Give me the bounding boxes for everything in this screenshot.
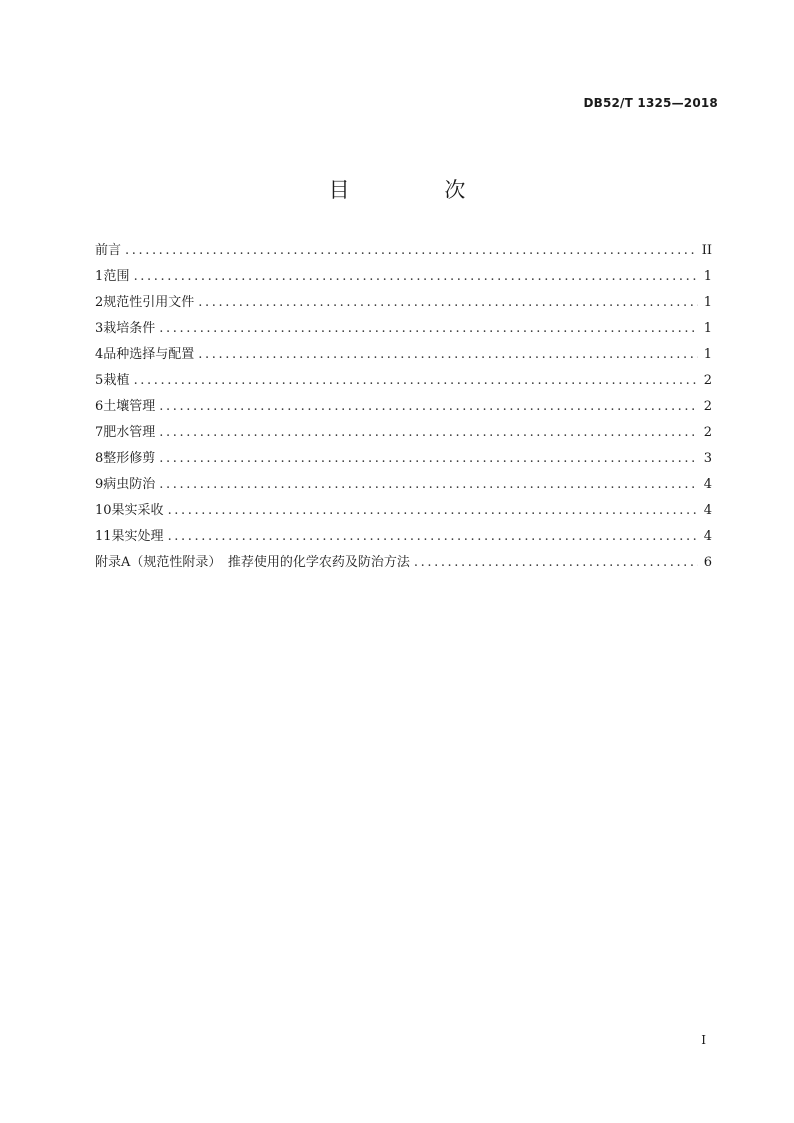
toc-leader-dots — [159, 316, 697, 342]
toc-entry-text: 果实处理 — [111, 529, 164, 544]
toc-entry-number: 5 — [95, 373, 104, 388]
toc-entry-fertilizer-water[interactable] — [95, 420, 712, 446]
toc-leader-dots — [159, 472, 697, 498]
toc-entry-soil-management[interactable] — [95, 394, 712, 420]
toc-entry-text: 规范性引用文件 — [103, 295, 195, 310]
toc-entry-page: 6 — [703, 555, 712, 570]
toc-entry-cultivation-conditions[interactable] — [95, 316, 712, 342]
toc-leader-dots — [134, 264, 698, 290]
toc-entry-text: 范围 — [103, 269, 130, 284]
toc-entry-text: 附录A（规范性附录） 推荐使用的化学农药及防治方法 — [95, 555, 410, 570]
toc-leader-dots — [168, 524, 698, 550]
toc-entry-page: 2 — [703, 399, 712, 414]
toc-entry-page: 3 — [703, 451, 712, 466]
toc-entry-text: 栽培条件 — [103, 321, 156, 336]
table-of-contents — [95, 238, 712, 576]
document-code: DB52/T 1325—2018 — [583, 96, 718, 110]
toc-leader-dots — [134, 368, 698, 394]
toc-entry-text: 前言 — [95, 243, 122, 258]
toc-leader-dots — [168, 498, 698, 524]
toc-entry-page: 1 — [703, 321, 712, 336]
toc-entry-page: 2 — [703, 425, 712, 440]
toc-entry-variety-selection[interactable] — [95, 342, 712, 368]
toc-entry-number: 9 — [95, 477, 104, 492]
toc-entry-pest-control[interactable] — [95, 472, 712, 498]
toc-entry-number: 1 — [95, 269, 104, 284]
toc-entry-text: 病虫防治 — [103, 477, 156, 492]
toc-entry-text: 整形修剪 — [103, 451, 156, 466]
page-number: I — [701, 1033, 706, 1047]
toc-entry-number: 7 — [95, 425, 104, 440]
toc-entry-page: 1 — [703, 295, 712, 310]
toc-entry-number: 3 — [95, 321, 104, 336]
toc-leader-dots — [159, 446, 697, 472]
toc-entry-number: 4 — [95, 347, 104, 362]
toc-entry-normative-references[interactable] — [95, 290, 712, 316]
toc-entry-text: 土壤管理 — [103, 399, 156, 414]
toc-entry-fruit-harvest[interactable] — [95, 498, 712, 524]
toc-leader-dots — [198, 342, 697, 368]
toc-entry-page: 1 — [703, 347, 712, 362]
toc-entry-scope[interactable] — [95, 264, 712, 290]
toc-leader-dots — [125, 238, 696, 264]
toc-entry-pruning[interactable] — [95, 446, 712, 472]
toc-entry-number: 11 — [95, 529, 112, 544]
toc-leader-dots — [414, 550, 698, 576]
toc-entry-page: 2 — [703, 373, 712, 388]
toc-leader-dots — [159, 394, 697, 420]
toc-entry-text: 栽植 — [103, 373, 130, 388]
toc-entry-text: 果实采收 — [111, 503, 164, 518]
toc-entry-planting[interactable] — [95, 368, 712, 394]
toc-entry-page: 4 — [703, 503, 712, 518]
toc-entry-page: 1 — [703, 269, 712, 284]
toc-entry-number: 6 — [95, 399, 104, 414]
toc-entry-fruit-handling[interactable] — [95, 524, 712, 550]
toc-leader-dots — [198, 290, 697, 316]
toc-entry-page: II — [701, 243, 712, 258]
toc-entry-number: 2 — [95, 295, 104, 310]
toc-entry-page: 4 — [703, 477, 712, 492]
toc-leader-dots — [159, 420, 697, 446]
toc-entry-number: 8 — [95, 451, 104, 466]
toc-entry-text: 肥水管理 — [103, 425, 156, 440]
toc-entry-appendix-a[interactable] — [95, 550, 712, 576]
toc-entry-page: 4 — [703, 529, 712, 544]
toc-entry-foreword[interactable] — [95, 238, 712, 264]
page-title: 目 次 — [328, 178, 510, 202]
toc-entry-number: 10 — [95, 503, 112, 518]
toc-entry-text: 品种选择与配置 — [103, 347, 195, 362]
